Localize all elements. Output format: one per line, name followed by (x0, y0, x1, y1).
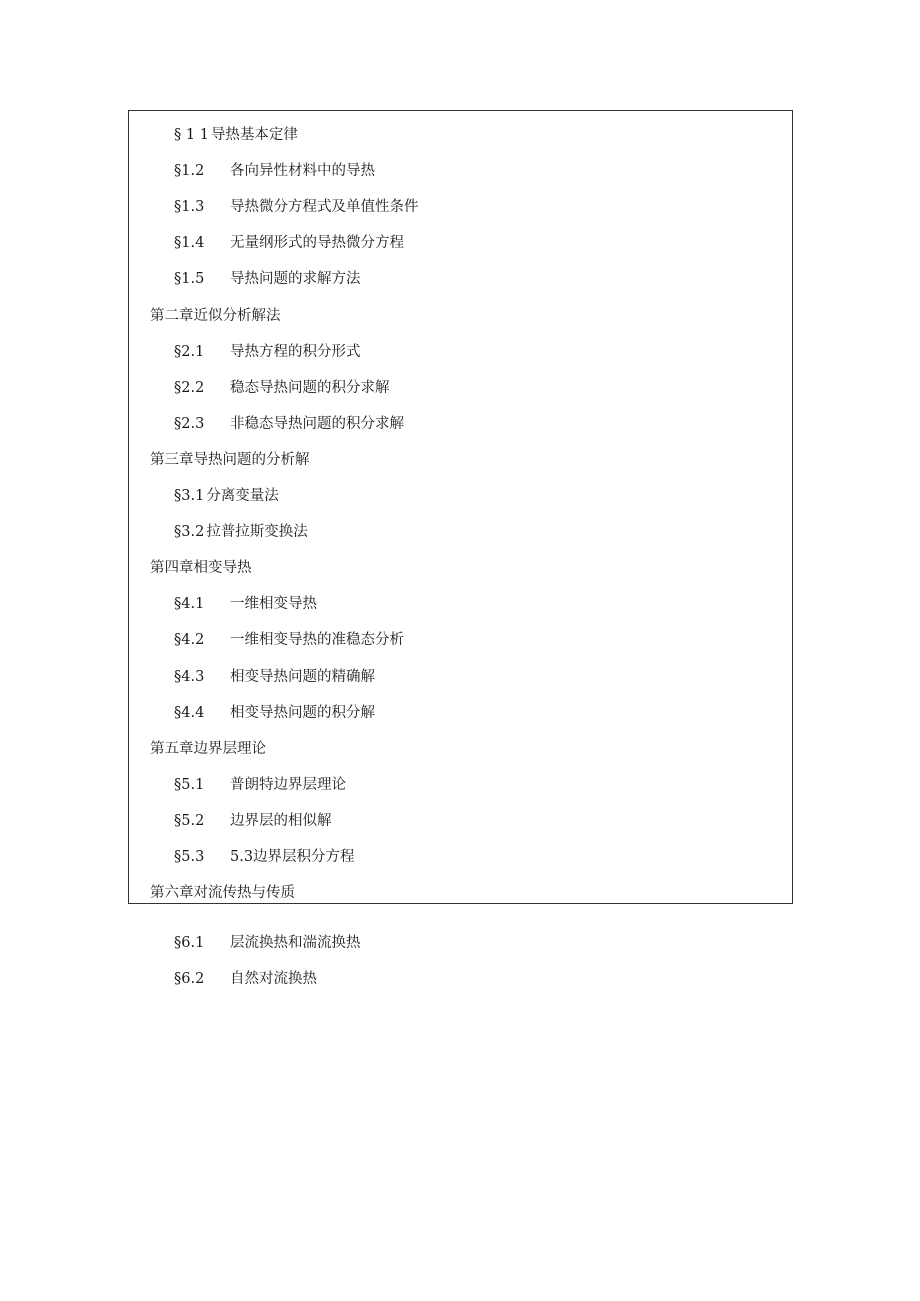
section-title: 拉普拉斯变换法 (206, 524, 308, 541)
section-title: 相变导热问题的积分解 (230, 704, 375, 721)
section-title: 普朗特边界层理论 (230, 776, 346, 793)
section-number: §1.2 (174, 163, 205, 180)
section-number: §3.1 (174, 488, 205, 504)
section-number: §1.5 (174, 271, 205, 288)
section-number: §5.2 (174, 812, 205, 829)
section-entry (174, 343, 361, 361)
section-number: §5.1 (174, 776, 205, 793)
section-title: 非稳态导热问题的积分求解 (230, 415, 404, 432)
section-entry (174, 631, 404, 649)
section-number: §2.1 (174, 343, 205, 360)
section-entry (174, 270, 361, 288)
section-entry (174, 595, 317, 613)
section-entry (174, 523, 308, 541)
section-entry (174, 379, 390, 397)
section-number: §4.1 (174, 596, 205, 613)
section-entry (174, 812, 332, 830)
section-number: §4.2 (174, 632, 205, 649)
chapter-heading: 第三章导热问题的分析解 (150, 451, 310, 468)
chapter-heading: 第四章相变导热 (150, 560, 252, 577)
section-title: 导热问题的求解方法 (230, 271, 361, 288)
chapter-heading: 第六章对流传热与传质 (150, 885, 295, 902)
section-title: 各向异性材料中的导热 (230, 163, 375, 180)
section-title: 稳态导热问题的积分求解 (230, 379, 390, 396)
section-entry (174, 934, 361, 952)
section-number: §4.4 (174, 704, 205, 721)
section-title: 导热微分方程式及单值性条件 (230, 199, 419, 216)
section-entry (174, 668, 375, 686)
section-title: 导热方程的积分形式 (230, 343, 361, 360)
section-number: §6.1 (174, 935, 205, 952)
section-title: 边界层的相似解 (230, 812, 332, 829)
section-title: 导热基本定律 (210, 127, 298, 143)
section-title: 无量纲形式的导热微分方程 (230, 235, 404, 252)
section-number: §4.3 (174, 668, 205, 685)
section-title: 自然对流换热 (230, 971, 317, 988)
section-entry (174, 704, 375, 722)
section-entry (174, 198, 419, 216)
section-number: § 1 1 (174, 127, 209, 143)
section-number: §1.3 (174, 199, 205, 216)
section-entry (174, 162, 375, 180)
section-title: 层流换热和湍流换热 (230, 935, 361, 952)
section-entry (174, 776, 346, 794)
section-title: 相变导热问题的精确解 (230, 668, 375, 685)
section-title: 一维相变导热的准稳态分析 (230, 632, 404, 649)
section-number: §1.4 (174, 235, 205, 252)
chapter-heading: 第五章边界层理论 (150, 740, 266, 757)
section-title: 一维相变导热 (230, 596, 317, 613)
section-number: §3.2 (174, 524, 205, 541)
section-title: 分离变量法 (206, 488, 279, 504)
section-entry (174, 234, 404, 252)
section-number: §6.2 (174, 971, 205, 988)
section-entry (174, 415, 404, 433)
section-number: §5.3 (174, 849, 205, 865)
section-number: §2.3 (174, 415, 205, 432)
section-number: §2.2 (174, 379, 205, 396)
section-title: 5.3边界层积分方程 (230, 849, 355, 865)
section-entry (174, 487, 279, 505)
section-entry (174, 126, 298, 144)
section-entry (174, 848, 355, 866)
section-entry (174, 970, 317, 988)
chapter-heading: 第二章近似分析解法 (150, 307, 281, 324)
